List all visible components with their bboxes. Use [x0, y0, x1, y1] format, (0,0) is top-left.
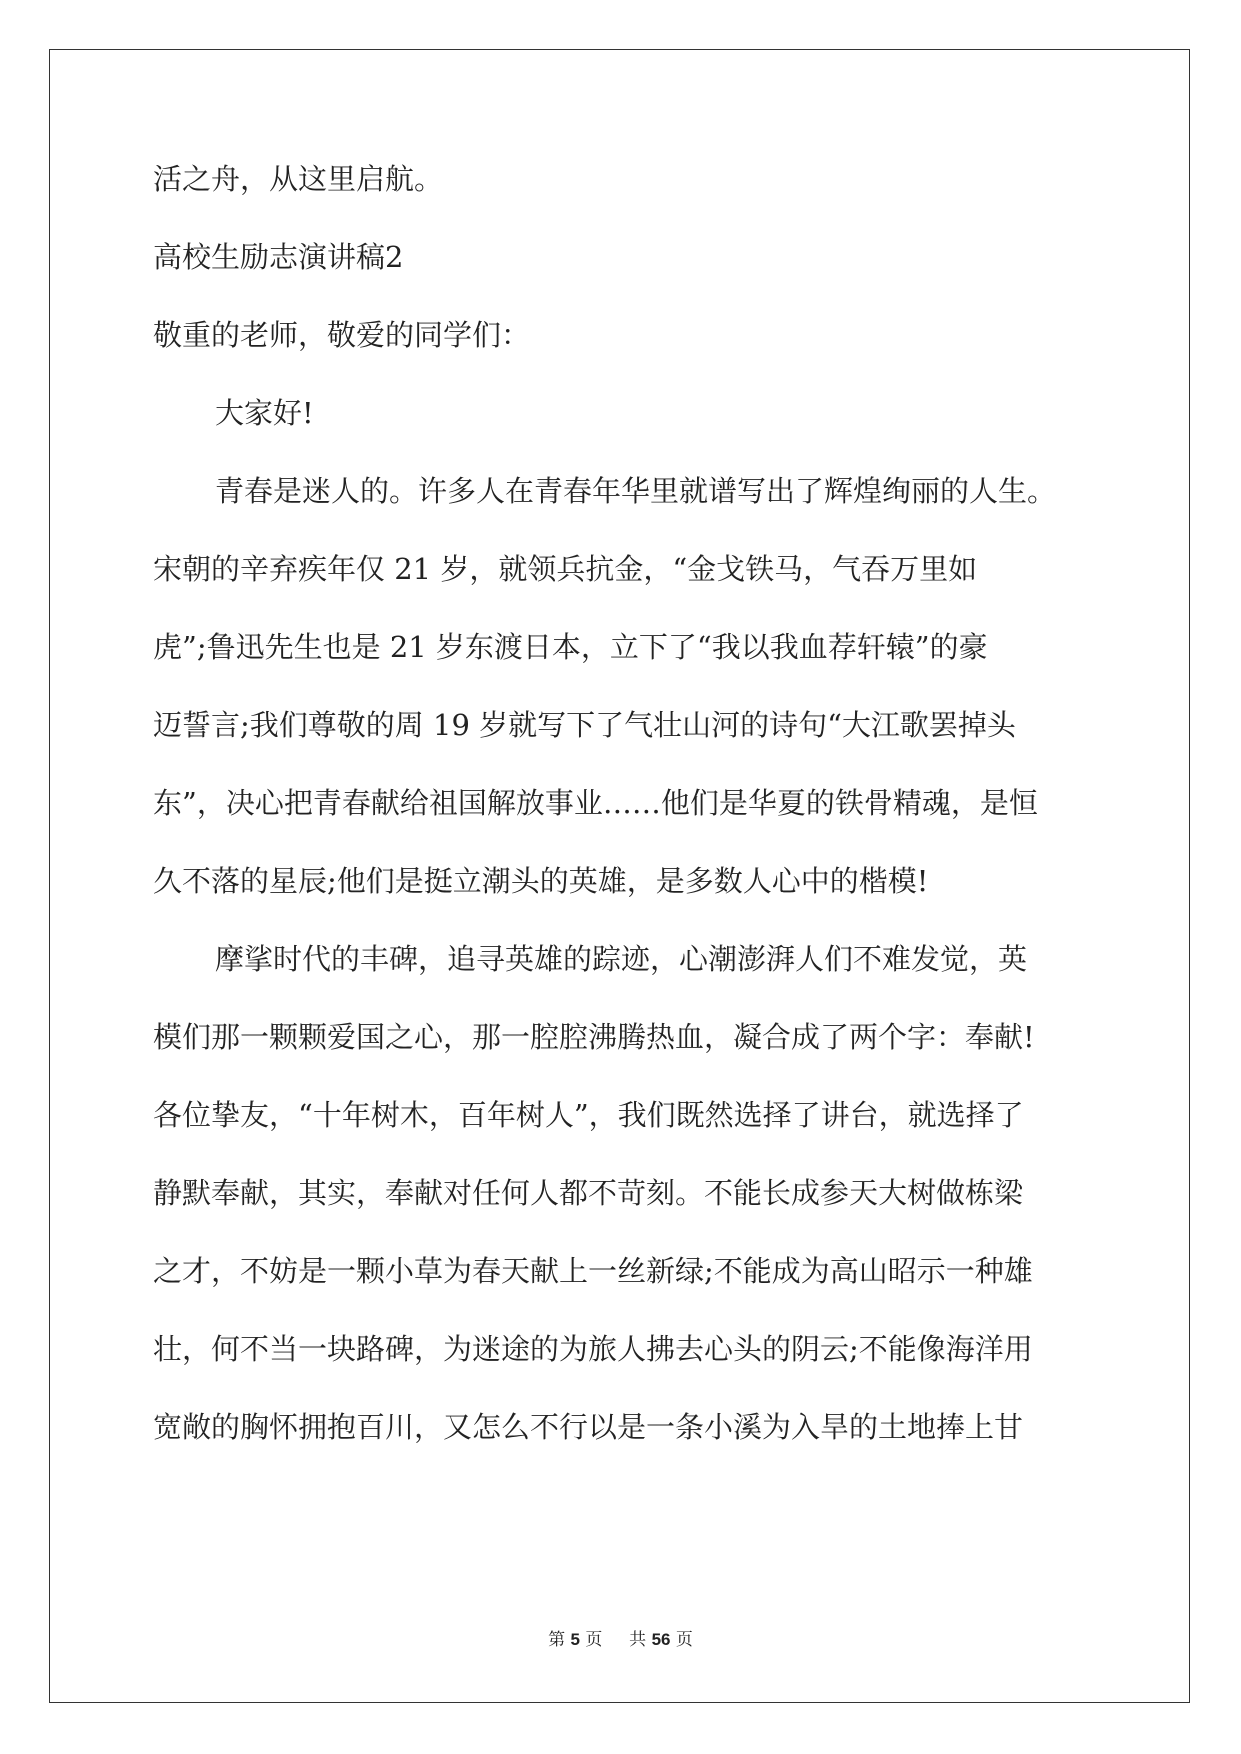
total-suffix: 页: [675, 1630, 693, 1650]
page-suffix: 页: [585, 1630, 603, 1650]
total-prefix: 共: [629, 1630, 647, 1650]
text-line-1: 活之舟，从这里启航。: [153, 162, 444, 196]
greeting: 大家好!: [215, 396, 314, 430]
document-body: [153, 160, 1093, 1486]
paragraph-1-line-6: 久不落的星辰;他们是挺立潮头的英雄，是多数人心中的楷模!: [153, 864, 929, 898]
paragraph-2-line-7: 宽敞的胸怀拥抱百川，又怎么不行以是一条小溪为入旱的土地捧上甘: [153, 1410, 1024, 1444]
salutation: 敬重的老师，敬爱的同学们：: [153, 318, 531, 352]
total-pages: 56: [651, 1630, 671, 1649]
paragraph-1-line-2: 宋朝的辛弃疾年仅 21 岁，就领兵抗金，“金戈铁马，气吞万里如: [153, 552, 978, 586]
page-prefix: 第: [548, 1630, 566, 1650]
paragraph-1-line-5: 东”，决心把青春献给祖国解放事业……他们是华夏的铁骨精魂，是恒: [153, 786, 1038, 820]
page-footer: [0, 1625, 1241, 1650]
section-heading: 高校生励志演讲稿2: [153, 240, 404, 274]
paragraph-2-line-4: 静默奉献，其实，奉献对任何人都不苛刻。不能长成参天大树做栋梁: [153, 1176, 1024, 1210]
paragraph-1-line-4: 迈誓言;我们尊敬的周 19 岁就写下了气壮山河的诗句“大江歌罢掉头: [153, 708, 1016, 742]
paragraph-2-line-6: 壮，何不当一块路碑，为迷途的为旅人拂去心头的阴云;不能像海洋用: [153, 1332, 1033, 1366]
paragraph-2-line-2: 模们那一颗颗爱国之心，那一腔腔沸腾热血，凝合成了两个字：奉献!: [153, 1020, 1035, 1054]
paragraph-2-line-5: 之才，不妨是一颗小草为春天献上一丝新绿;不能成为高山昭示一种雄: [153, 1254, 1033, 1288]
paragraph-2-line-3: 各位挚友，“十年树木，百年树人”，我们既然选择了讲台，就选择了: [153, 1098, 1024, 1132]
paragraph-2-line-1: 摩挲时代的丰碑，追寻英雄的踪迹，心潮澎湃人们不难发觉，英: [215, 942, 1028, 976]
paragraph-1-line-1: 青春是迷人的。许多人在青春年华里就谱写出了辉煌绚丽的人生。: [215, 474, 1057, 508]
paragraph-1-line-3: 虎”;鲁迅先生也是 21 岁东渡日本，立下了“我以我血荐轩辕”的豪: [153, 630, 988, 664]
page-number: 5: [570, 1630, 580, 1649]
